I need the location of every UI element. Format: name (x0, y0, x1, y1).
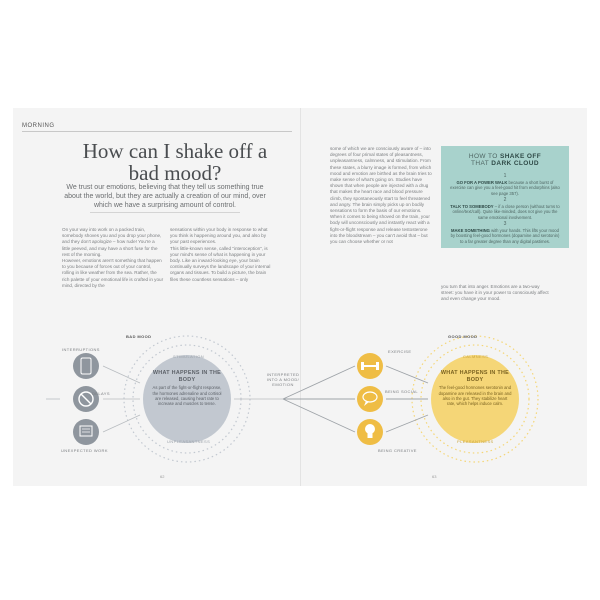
paragraph: When it comes to being shoved on the train, your body will unconsciously and instantly react with a fight-or-flight response and release testosterone into the bloodstream – you can't avoid that – but you can choose whether or not (330, 214, 430, 245)
paragraph: some of which we are consciously aware of – into degrees of four primal states of pleasantness, unpleasantness, calmness, and stimulation. From these states, a blurry image is formed, from which mood and emotion are birthed as the brain tries to make sense of what's going on. Studies have shown that when people are injected with a drug that makes the heart race and blood pressure climb, they spontaneously start to feel threatened and angry. The brain simply picks up on bodily sensations to form the basis of our emotions. (330, 146, 432, 214)
tip-number: 1 (503, 173, 507, 179)
section-label: MORNING (22, 123, 55, 129)
trigger-label-exercise: EXERCISE (388, 349, 412, 354)
good-circle-body: The feel-good hormones serotonin and dopamine are released in the brain and also in the gut. They stabilize heart rate, which helps induce calm. (438, 385, 512, 407)
bad-circle-body: As part of the fight-or-flight response, the hormones adrenaline and cortisol are released, causing heart rate to increase and muscles to tense. (152, 385, 222, 407)
speech-bubble-icon (357, 386, 383, 412)
page-number-left: 62 (160, 474, 165, 479)
paragraph: sensations within your body in response to what you think is happening around you, and also by your past experiences. (170, 227, 268, 245)
tip-lead: GO FOR A POWER WALK (456, 179, 508, 185)
tips-title-mid: THAT (471, 160, 490, 167)
tip-text: with your hands. This lifts your mood by boosting feel-good hormones (dopamine and serotonin) to a far greater degree than any digital pastimes. (450, 227, 560, 244)
phone-icon (73, 353, 99, 379)
bad-circle-top-label: STIMULATION (173, 354, 204, 359)
good-circle-text (438, 370, 512, 407)
interpreted-label: INTERPRETED INTO A MOOD/ EMOTION (266, 372, 300, 388)
paragraph: However, emotions aren't something that happen to you because of forces out of your control, rolling in like weather from the sea. Rather, the rich palette of your emotional life is crafted in your mind, directed by the (62, 258, 164, 288)
page-title: How can I shake off a bad mood? (82, 139, 268, 185)
tip-lead: MAKE SOMETHING (451, 227, 490, 233)
connector-lines (283, 366, 428, 432)
bad-circle-text (150, 370, 224, 407)
page-number-right: 63 (432, 474, 437, 479)
trigger-label-being-social: BEING SOCIAL (385, 389, 419, 394)
bad-circle-bottom-label: UNPLEASANTNESS (167, 439, 211, 444)
trigger-label-unexpected-work: UNEXPECTED WORK (61, 448, 108, 453)
tips-title-light: HOW TO (468, 153, 498, 160)
trigger-label-interruptions: INTERRUPTIONS (62, 347, 100, 352)
tip-lead: TALK TO SOMEBODY (450, 203, 494, 209)
tip-text: because a short burst of exercise can give you a feel-good hit from endorphins (also see page 357). (450, 179, 560, 196)
tips-title-bold: SHAKE OFF (499, 153, 542, 160)
tip-text: – if a close person (without turns to online/text/call). Quite like-minded, does not give you the same emotional involvement. (452, 203, 560, 220)
trigger-label-delays: DELAYS (92, 391, 110, 396)
bad-circle-heading: WHAT HAPPENS IN THE BODY (152, 370, 222, 383)
good-circle-heading: WHAT HAPPENS IN THE BODY (440, 370, 510, 383)
good-circle-bottom-label: PLEASANTNESS (457, 439, 494, 444)
good-circle-top-label: CALMNESS (463, 354, 489, 359)
paragraph: This little-known sense, called "interoception", is your mind's sense of what is happening in your body. Like an inward-looking eye, your brain continually surveys the landscape of your internal organs and tissues. To build a picture, the brain files these countless sensations – only (170, 245, 271, 282)
paragraph: you turn that into anger. Emotions are a two-way street: you have it in your power to consciously affect and even change your mood. (441, 284, 549, 302)
paragraph: On your way into work on a packed train, somebody shoves you and you drop your phone, and they don't apologize – how rude! You're a little peeved, and may have a short fuse for the rest of the morning. (62, 227, 162, 257)
intro-text: We trust our emotions, believing that they tell us something true about the world, but they are actually a creation of our mind, over which we have a surprising amount of control. (64, 184, 266, 209)
tip-number: 3 (503, 221, 507, 227)
tips-title-bold: DARK CLOUD (491, 160, 539, 167)
trigger-label-being-creative: BEING CREATIVE (378, 448, 417, 453)
good-mood-label: GOOD MOOD (448, 334, 478, 339)
bad-mood-label: BAD MOOD (126, 334, 152, 339)
tip-number: 2 (503, 197, 507, 203)
